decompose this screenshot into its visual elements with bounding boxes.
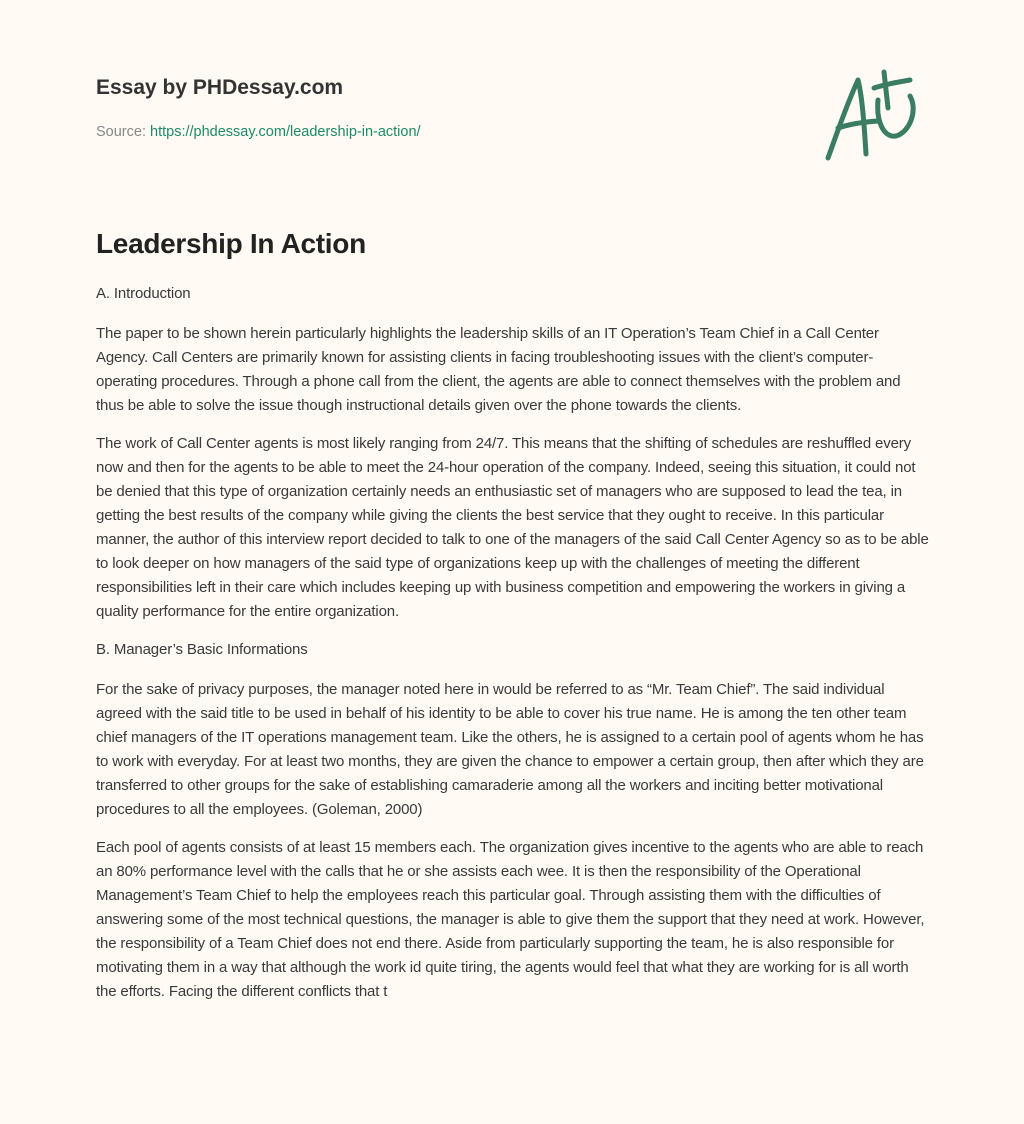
essay-body — [96, 282, 930, 1004]
source-label: Source: — [96, 124, 146, 140]
site-title: Essay by PHDessay.com — [96, 76, 344, 99]
paragraph: The work of Call Center agents is most likely ranging from 24/7. This means that the shifting of schedules are reshuffled every now and then for the agents to be able to meet the 24-hour operation of the company. Indeed, seeing this situation, it could not be denied that this type of organization certainly needs an enthusiastic set of managers who are supposed to lead the tea, in getting the best results of the company while giving the clients the best service that they ought to receive. In this particular manner, the author of this interview report decided to talk to one of the managers of the said Call Center Agency so as to be able to look deeper on how managers of the said type of organizations keep up with the challenges of meeting the different responsibilities left in their care which includes keeping up with business competition and empowering the workers in giving a quality performance for the entire organization. — [96, 435, 929, 620]
a-plus-logo-icon — [818, 66, 930, 166]
paragraph: Each pool of agents consists of at least 15 members each. The organization gives incentive to the agents who are able to reach an 80% performance level with the calls that he or she assists each wee. It is then the responsibility of the Operational Management’s Team Chief to help the employees reach this particular goal. Through assisting them with the difficulties of answering some of the most technical questions, the manager is able to give them the support that they need at work. However, the responsibility of a Team Chief does not end there. Aside from particularly supporting the team, he is also responsible for motivating them in a way that although the work id quite tiring, the agents would feel that what they are working for is all worth the efforts. Facing the different conflicts that t — [96, 839, 925, 1000]
paragraph: For the sake of privacy purposes, the manager noted here in would be referred to as “Mr. Team Chief”. The said individual agreed with the said title to be used in behalf of his identity to be able to cover his true name. He is among the ten other team chief managers of the IT operations management team. Like the others, he is assigned to a certain pool of agents whom he has to work with everyday. For at least two months, they are given the chance to empower a certain group, then after which they are transferred to other groups for the sake of establishing camaraderie among all the workers and inciting better motivational procedures to all the employees. (Goleman, 2000) — [96, 681, 924, 818]
section-heading: A. Introduction — [96, 285, 191, 302]
paragraph: The paper to be shown herein particularly highlights the leadership skills of an IT Operation’s Team Chief in a Call Center Agency. Call Centers are primarily known for assisting clients in facing troubleshooting issues with the client’s computer-operating procedures. Through a phone call from the client, the agents are able to connect themselves with the problem and thus be able to solve the issue though instructional details given over the phone towards the clients. — [96, 325, 901, 414]
source-link[interactable]: https://phdessay.com/leadership-in-action/ — [150, 124, 421, 140]
section-heading: B. Manager’s Basic Informations — [96, 641, 308, 658]
essay-title: Leadership In Action — [96, 228, 366, 259]
essay-content — [96, 228, 930, 1018]
source-line — [96, 124, 421, 140]
